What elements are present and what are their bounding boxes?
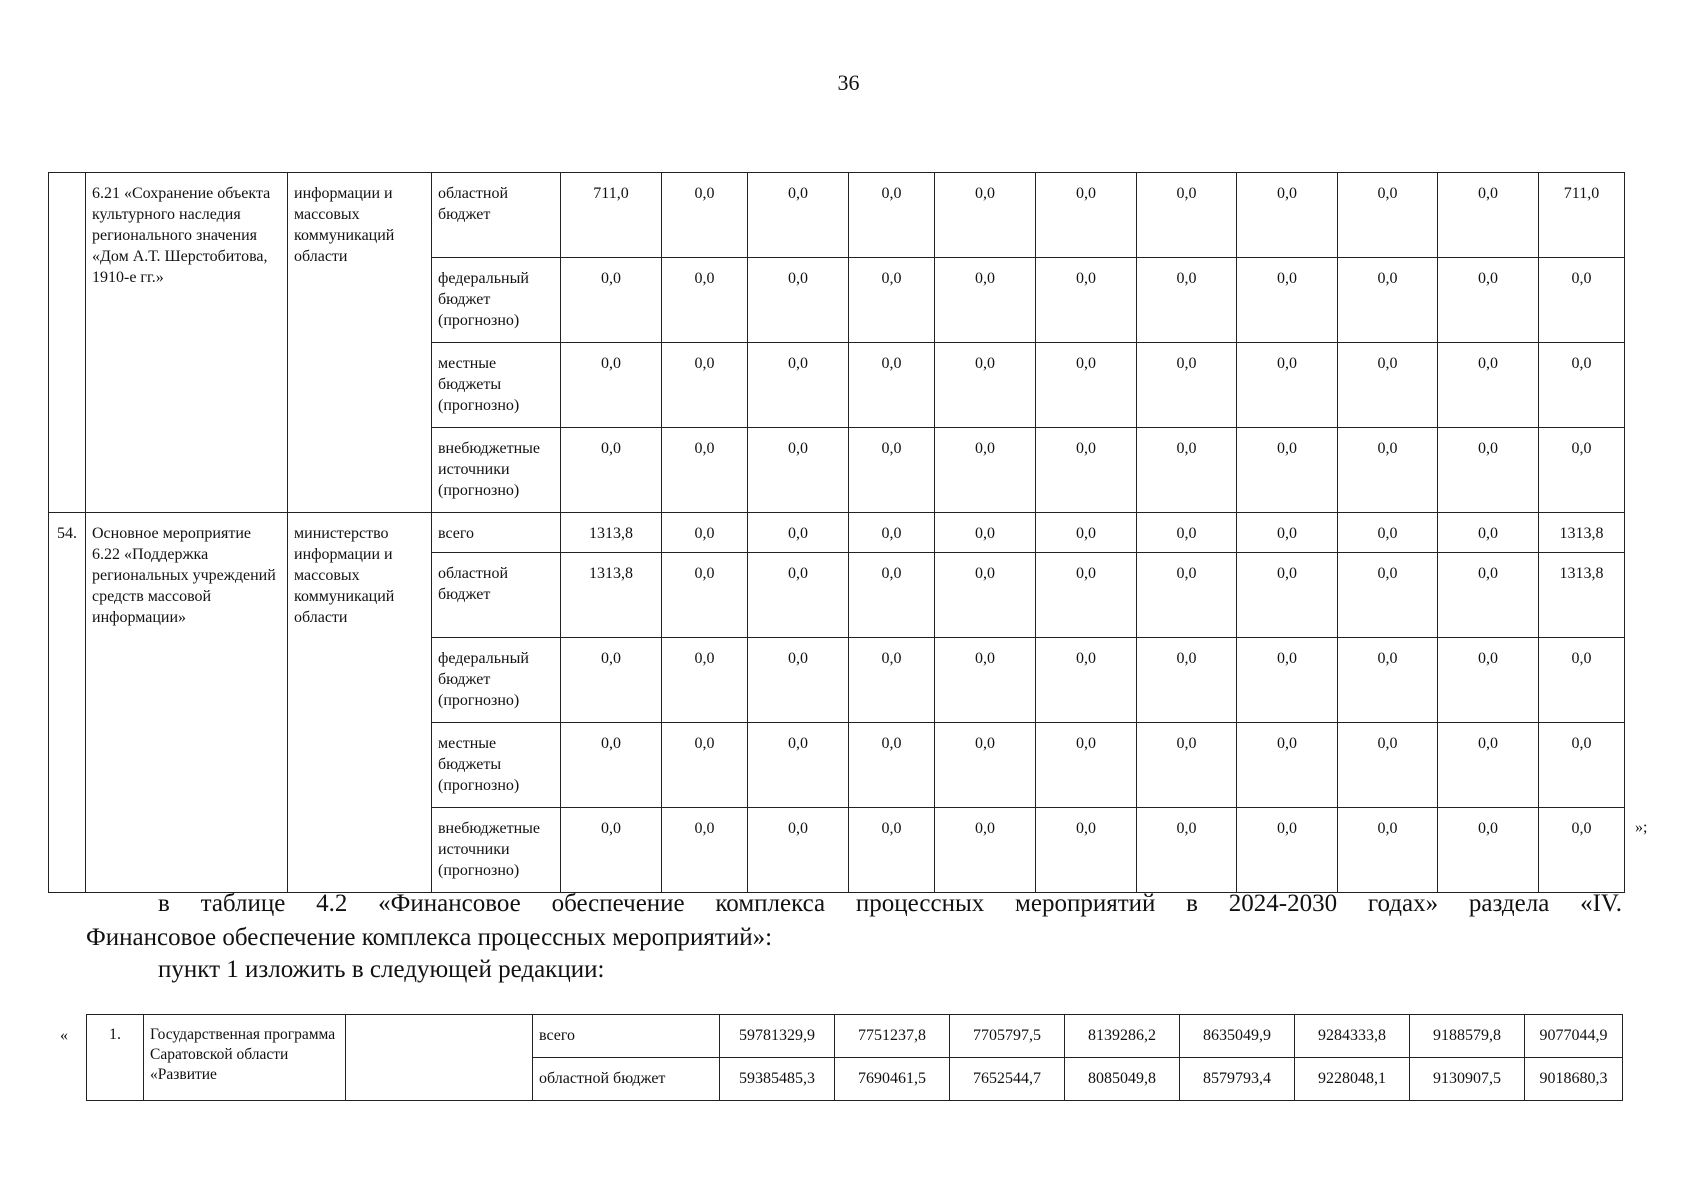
- value-cell: 0,0: [1539, 428, 1625, 513]
- program-name: Государственная программа Саратовской области «Развитие: [144, 1015, 346, 1101]
- value-cell: 0,0: [561, 723, 662, 808]
- value-cell: 59385485,3: [720, 1058, 835, 1101]
- value-cell: 0,0: [1338, 173, 1438, 258]
- value-cell: 0,0: [1237, 638, 1338, 723]
- value-cell: 0,0: [1036, 258, 1137, 343]
- value-cell: 0,0: [1438, 258, 1539, 343]
- value-cell: 0,0: [1539, 343, 1625, 428]
- value-cell: 7652544,7: [950, 1058, 1065, 1101]
- funding-source: внебюджетные источники (прогнозно): [432, 808, 561, 893]
- program-funding-table: [86, 1014, 1623, 1101]
- opening-quote-mark: «: [60, 1027, 68, 1044]
- value-cell: 0,0: [1036, 723, 1137, 808]
- table-row: [49, 173, 1625, 258]
- value-cell: 0,0: [849, 638, 935, 723]
- value-cell: 0,0: [1338, 808, 1438, 893]
- value-cell: 0,0: [1539, 258, 1625, 343]
- value-cell: 0,0: [935, 428, 1036, 513]
- value-cell: 0,0: [1438, 513, 1539, 553]
- value-cell: 0,0: [748, 428, 849, 513]
- funding-source: федеральный бюджет (прогнозно): [432, 638, 561, 723]
- value-cell: 0,0: [1237, 343, 1338, 428]
- value-cell: 0,0: [662, 513, 748, 553]
- value-cell: 9228048,1: [1295, 1058, 1410, 1101]
- value-cell: 0,0: [1137, 258, 1237, 343]
- value-cell: 0,0: [935, 258, 1036, 343]
- row-index: 54.: [49, 513, 86, 893]
- value-cell: 0,0: [748, 553, 849, 638]
- value-cell: 1313,8: [1539, 513, 1625, 553]
- value-cell: 0,0: [1137, 723, 1237, 808]
- paragraph-instruction: в таблице 4.2 «Финансовое обеспечение комплекса процессных мероприятий в 2024-2030 годах» раздела «IV.: [158, 890, 1622, 917]
- value-cell: 0,0: [1137, 808, 1237, 893]
- funding-source: внебюджетные источники (прогнозно): [432, 428, 561, 513]
- value-cell: 0,0: [748, 343, 849, 428]
- executor-name: министерство информации и массовых коммуникаций области: [288, 513, 432, 893]
- value-cell: 0,0: [662, 638, 748, 723]
- value-cell: 0,0: [748, 258, 849, 343]
- closing-quote-mark: »;: [1635, 819, 1648, 836]
- value-cell: 0,0: [748, 173, 849, 258]
- funding-table-continuation: [48, 172, 1625, 893]
- event-name: 6.21 «Сохранение объекта культурного наследия регионального значения «Дом А.Т. Шерстобитова, 1910-е гг.»: [86, 173, 288, 513]
- funding-source: областной бюджет: [533, 1058, 720, 1101]
- value-cell: 0,0: [662, 173, 748, 258]
- value-cell: 0,0: [1036, 638, 1137, 723]
- program-executor: [346, 1015, 533, 1101]
- value-cell: 8635049,9: [1180, 1015, 1295, 1058]
- value-cell: 0,0: [1338, 513, 1438, 553]
- event-name: Основное мероприятие 6.22 «Поддержка региональных учреждений средств массовой информации»: [86, 513, 288, 893]
- value-cell: 0,0: [1137, 173, 1237, 258]
- value-cell: 0,0: [1438, 428, 1539, 513]
- value-cell: 0,0: [662, 808, 748, 893]
- value-cell: 0,0: [849, 513, 935, 553]
- value-cell: 0,0: [1539, 638, 1625, 723]
- value-cell: 0,0: [1237, 428, 1338, 513]
- value-cell: 0,0: [849, 553, 935, 638]
- value-cell: 0,0: [662, 553, 748, 638]
- table-row: [87, 1015, 1623, 1058]
- funding-source: всего: [432, 513, 561, 553]
- value-cell: 0,0: [935, 173, 1036, 258]
- funding-source: федеральный бюджет (прогнозно): [432, 258, 561, 343]
- value-cell: 0,0: [561, 343, 662, 428]
- value-cell: 0,0: [935, 808, 1036, 893]
- funding-source: местные бюджеты (прогнозно): [432, 343, 561, 428]
- value-cell: 0,0: [1237, 513, 1338, 553]
- page-number: 36: [837, 70, 860, 95]
- value-cell: 0,0: [935, 343, 1036, 428]
- value-cell: 7705797,5: [950, 1015, 1065, 1058]
- value-cell: 0,0: [662, 258, 748, 343]
- value-cell: 9130907,5: [1410, 1058, 1525, 1101]
- value-cell: 0,0: [1338, 638, 1438, 723]
- value-cell: 0,0: [1438, 638, 1539, 723]
- value-cell: 0,0: [1237, 808, 1338, 893]
- value-cell: 0,0: [1036, 428, 1137, 513]
- value-cell: 59781329,9: [720, 1015, 835, 1058]
- value-cell: 711,0: [1539, 173, 1625, 258]
- value-cell: 0,0: [1036, 513, 1137, 553]
- value-cell: 0,0: [1338, 723, 1438, 808]
- value-cell: 0,0: [1338, 343, 1438, 428]
- paragraph-item-edit: пункт 1 изложить в следующей редакции:: [158, 956, 605, 983]
- value-cell: 0,0: [1539, 723, 1625, 808]
- value-cell: 0,0: [1137, 428, 1237, 513]
- value-cell: 0,0: [561, 428, 662, 513]
- value-cell: 8085049,8: [1065, 1058, 1180, 1101]
- value-cell: 0,0: [1438, 808, 1539, 893]
- table-row: [49, 513, 1625, 553]
- value-cell: 0,0: [748, 723, 849, 808]
- value-cell: 0,0: [1237, 173, 1338, 258]
- value-cell: 0,0: [1438, 343, 1539, 428]
- value-cell: 0,0: [849, 428, 935, 513]
- value-cell: 0,0: [935, 723, 1036, 808]
- value-cell: 0,0: [748, 808, 849, 893]
- value-cell: 0,0: [1338, 553, 1438, 638]
- value-cell: 0,0: [662, 343, 748, 428]
- paragraph-instruction-cont: Финансовое обеспечение комплекса процессных мероприятий»:: [86, 924, 773, 951]
- value-cell: 0,0: [849, 343, 935, 428]
- funding-source: областной бюджет: [432, 173, 561, 258]
- value-cell: 0,0: [1539, 808, 1625, 893]
- value-cell: 0,0: [1137, 513, 1237, 553]
- value-cell: 7751237,8: [835, 1015, 950, 1058]
- value-cell: 9077044,9: [1525, 1015, 1623, 1058]
- value-cell: 9018680,3: [1525, 1058, 1623, 1101]
- value-cell: 0,0: [1036, 173, 1137, 258]
- value-cell: 1313,8: [561, 553, 662, 638]
- value-cell: 9284333,8: [1295, 1015, 1410, 1058]
- value-cell: 0,0: [849, 173, 935, 258]
- value-cell: 0,0: [662, 428, 748, 513]
- value-cell: 0,0: [1338, 428, 1438, 513]
- value-cell: 0,0: [849, 258, 935, 343]
- value-cell: 0,0: [662, 723, 748, 808]
- value-cell: 8579793,4: [1180, 1058, 1295, 1101]
- value-cell: 0,0: [1237, 258, 1338, 343]
- value-cell: 0,0: [935, 638, 1036, 723]
- value-cell: 0,0: [1237, 723, 1338, 808]
- value-cell: 0,0: [561, 638, 662, 723]
- value-cell: 0,0: [748, 638, 849, 723]
- value-cell: 0,0: [1036, 553, 1137, 638]
- row-index: 1.: [87, 1015, 144, 1101]
- row-index: [49, 173, 86, 513]
- value-cell: 0,0: [1137, 638, 1237, 723]
- value-cell: 7690461,5: [835, 1058, 950, 1101]
- value-cell: 0,0: [748, 513, 849, 553]
- funding-source: всего: [533, 1015, 720, 1058]
- value-cell: 9188579,8: [1410, 1015, 1525, 1058]
- value-cell: 0,0: [561, 808, 662, 893]
- funding-table-body: [49, 173, 1625, 893]
- value-cell: 1313,8: [1539, 553, 1625, 638]
- value-cell: 0,0: [849, 723, 935, 808]
- value-cell: 0,0: [1036, 808, 1137, 893]
- funding-source: областной бюджет: [432, 553, 561, 638]
- value-cell: 0,0: [1036, 343, 1137, 428]
- value-cell: 711,0: [561, 173, 662, 258]
- executor-name: информации и массовых коммуникаций области: [288, 173, 432, 513]
- value-cell: 0,0: [561, 258, 662, 343]
- value-cell: 0,0: [935, 513, 1036, 553]
- value-cell: 1313,8: [561, 513, 662, 553]
- value-cell: 8139286,2: [1065, 1015, 1180, 1058]
- value-cell: 0,0: [1338, 258, 1438, 343]
- value-cell: 0,0: [1137, 553, 1237, 638]
- value-cell: 0,0: [1438, 723, 1539, 808]
- value-cell: 0,0: [1438, 173, 1539, 258]
- value-cell: 0,0: [1438, 553, 1539, 638]
- value-cell: 0,0: [1137, 343, 1237, 428]
- funding-source: местные бюджеты (прогнозно): [432, 723, 561, 808]
- value-cell: 0,0: [935, 553, 1036, 638]
- value-cell: 0,0: [1237, 553, 1338, 638]
- value-cell: 0,0: [849, 808, 935, 893]
